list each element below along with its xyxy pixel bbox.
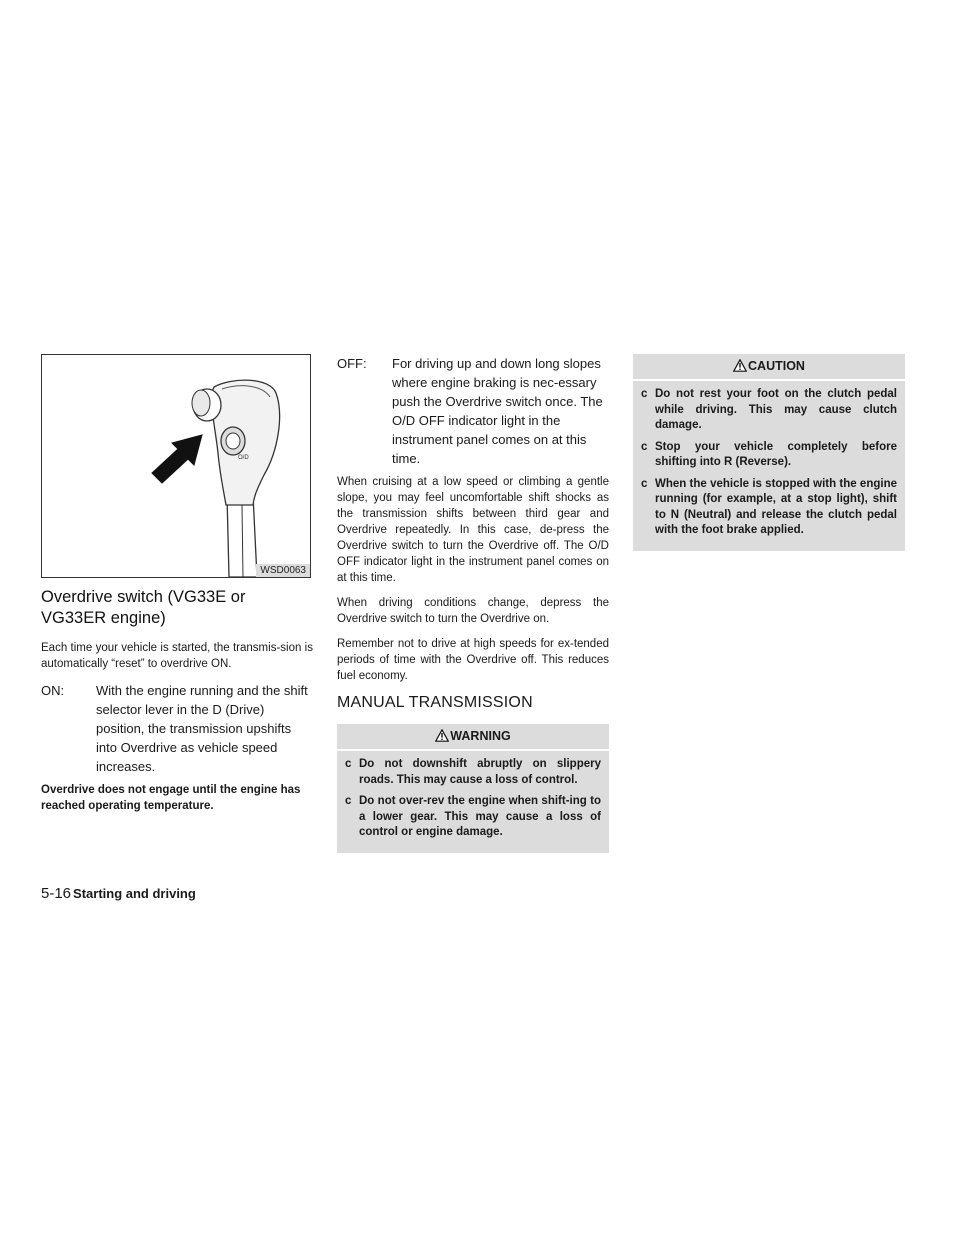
column-right bbox=[633, 354, 905, 551]
caution-header bbox=[633, 354, 905, 381]
on-definition bbox=[41, 681, 313, 776]
warning-item: c Do not downshift abruptly on slippery roads. This may cause a loss of control. bbox=[345, 758, 601, 786]
warning-list bbox=[337, 751, 609, 841]
conditions-paragraph: When driving conditions change, depress the Overdrive switch to turn the Overdrive on. bbox=[337, 597, 609, 625]
warning-title: WARNING bbox=[450, 729, 511, 743]
warning-item: c Do not over-rev the engine when shift-ing to a lower gear. This may cause a loss of control or engine damage. bbox=[345, 795, 601, 838]
figure-code: WSD0063 bbox=[256, 564, 310, 577]
shift-lever-figure bbox=[41, 354, 311, 578]
cruising-paragraph: When cruising at a low speed or climbing a gentle slope, you may feel uncomfortable shift shocks as the transmission shifts between third gear and Overdrive repeatedly. In this case, de-press the Overdrive switch to turn the Overdrive off. The O/D OFF indicator light in the instrument panel comes on at this time. bbox=[337, 476, 609, 584]
shift-lever-illustration bbox=[42, 355, 312, 579]
caution-item: c When the vehicle is stopped with the engine running (for example, at a stop light), shift to N (Neutral) and release the clutch pedal with the foot brake applied. bbox=[641, 477, 897, 536]
bullet-mark: c bbox=[641, 477, 648, 490]
section-name: Starting and driving bbox=[73, 886, 196, 901]
on-description: With the engine running and the shift selector lever in the D (Drive) position, the transmission upshifts into Overdrive as vehicle speed increases. bbox=[96, 683, 308, 774]
overdrive-intro: Each time your vehicle is started, the transmis-sion is automatically “reset” to overdrive ON. bbox=[41, 642, 313, 670]
bullet-mark: c bbox=[345, 795, 352, 807]
off-term: OFF: bbox=[337, 356, 367, 371]
caution-item: c Do not rest your foot on the clutch pedal while driving. This may cause clutch damage. bbox=[641, 388, 897, 431]
page-number: 5-16 bbox=[41, 885, 72, 902]
on-term: ON: bbox=[41, 683, 65, 698]
off-definition bbox=[337, 354, 609, 468]
caution-title: CAUTION bbox=[748, 359, 805, 373]
warning-triangle-icon bbox=[733, 359, 747, 372]
off-description: For driving up and down long slopes where engine braking is nec-essary push the Overdrive switch once. The O/D OFF indicator light in the instrument panel comes on at this time. bbox=[392, 356, 603, 466]
caution-box bbox=[633, 354, 905, 551]
bullet-mark: c bbox=[345, 758, 352, 770]
overdrive-heading: Overdrive switch (VG33E or VG33ER engine) bbox=[41, 588, 246, 627]
page-footer bbox=[41, 885, 196, 902]
caution-list bbox=[633, 381, 905, 539]
caution-item: c Stop your vehicle completely before shifting into R (Reverse). bbox=[641, 440, 897, 468]
engine-temperature-note: Overdrive does not engage until the engine has reached operating temperature. bbox=[41, 784, 301, 812]
warning-triangle-icon bbox=[435, 729, 449, 742]
bullet-mark: c bbox=[641, 388, 648, 400]
warning-header bbox=[337, 724, 609, 751]
manual-transmission-heading: MANUAL TRANSMISSION bbox=[337, 694, 533, 711]
warning-box bbox=[337, 724, 609, 853]
fuel-economy-paragraph: Remember not to drive at high speeds for ex-tended periods of time with the Overdrive off. This reduces fuel economy. bbox=[337, 638, 609, 682]
column-left bbox=[41, 354, 313, 823]
svg-text:O/D: O/D bbox=[238, 455, 249, 461]
bullet-mark: c bbox=[641, 440, 648, 453]
column-middle bbox=[337, 354, 609, 853]
